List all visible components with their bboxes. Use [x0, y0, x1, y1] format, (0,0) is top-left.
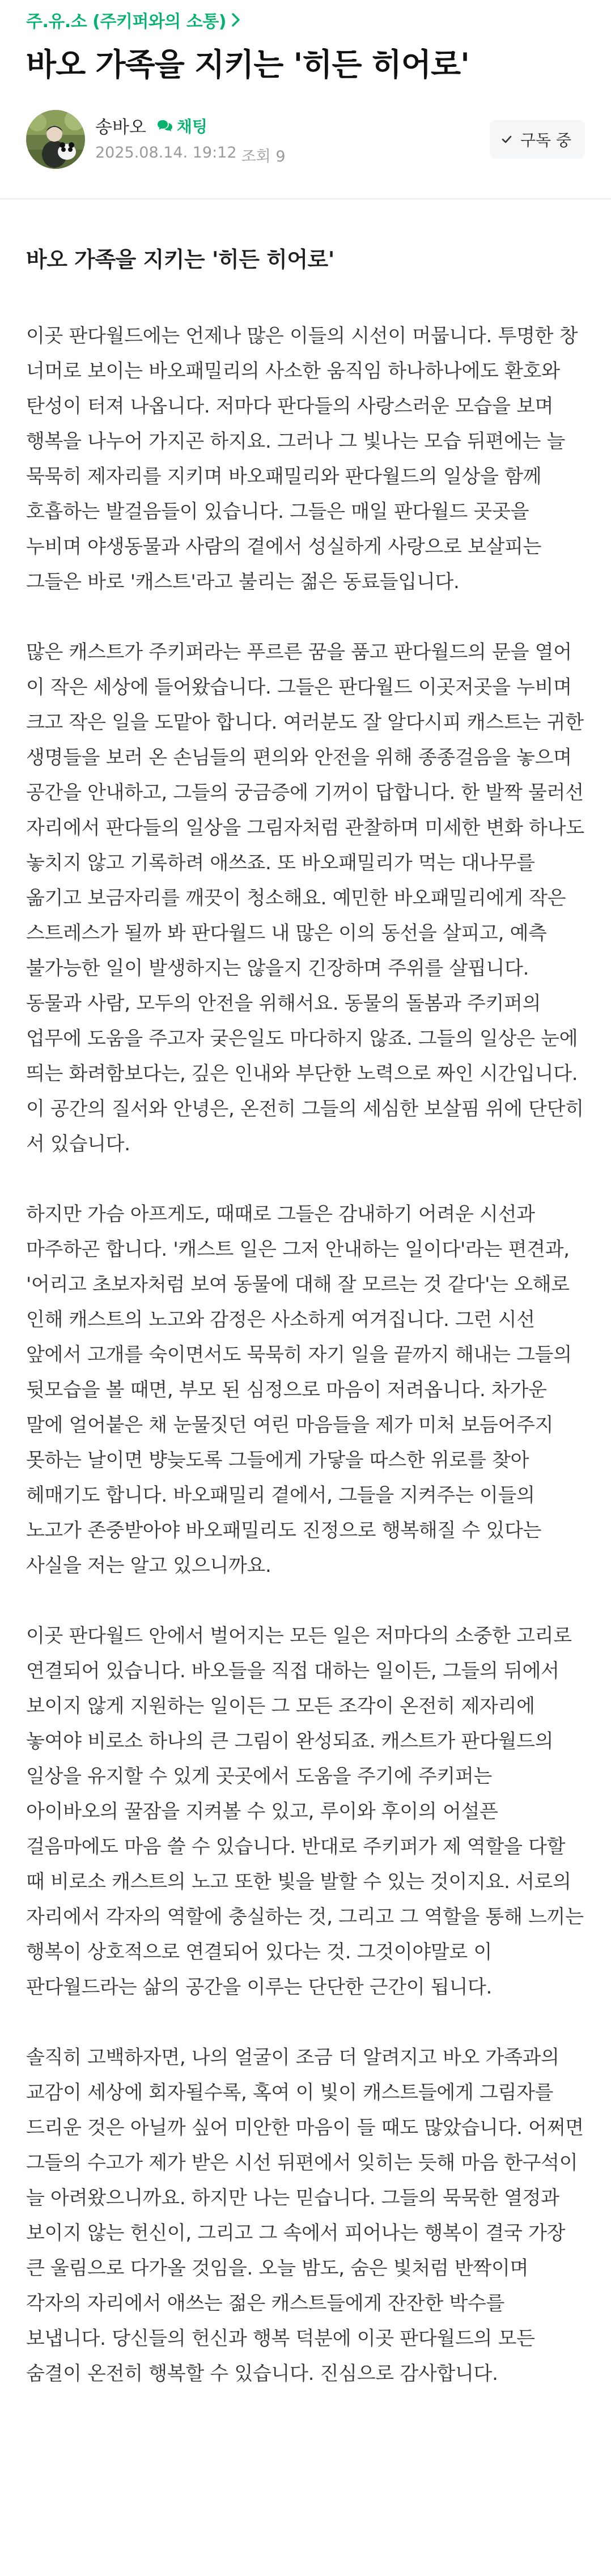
body-heading: 바오 가족을 지키는 '히든 히어로' [26, 247, 334, 272]
header-divider [0, 198, 611, 199]
subscribe-label: 구독 중 [520, 131, 571, 150]
chat-bubble-icon [156, 118, 173, 133]
chat-button[interactable] [156, 114, 207, 137]
author-row [95, 113, 286, 138]
paragraph: 많은 캐스트가 주키퍼라는 푸르른 꿈을 품고 판다월드의 문을 열어 이 작은 세상에 들어왔습니다. 그들은 판다월드 이곳저곳을 누비며 크고 작은 일을 도맡아 합니다. 여러분도 잘 알다시피 캐스트는 귀한 생명들을 보러 온 손님들의 편의와 안전을 위해 종종걸음을 놓으며 공간을 안내하고, 그들의 궁금증에 기꺼이 답합니다. 한 발짝 물러선 자리에서 판다들의 일상을 그림자처럼 관찰하며 미세한 변화 하나도 놓치지 않고 기록하려 애쓰죠. 또 바오패밀리가 먹는 대나무를 옮기고 보금자리를 깨끗이 청소해요. 예민한 바오패밀리에게 작은 스트레스가 될까 봐 판다월드 내 많은 이의 동선을 살피고, 예측 불가능한 일이 발생하지는 않을지 긴장하며 주위를 살핍니다. 동물과 사람, 모두의 안전을 위해서요. 동물의 돌봄과 주키퍼의 업무에 도움을 주고자 궂은일도 마다하지 않죠. 그들의 일상은 눈에 띄는 화려함보다는, 깊은 인내와 부단한 노력으로 짜인 시간입니다. 이 공간의 질서와 안녕은, 온전히 그들의 세심한 보살핌 위에 단단히 서 있습니다. [26, 641, 584, 1155]
chevron-right-icon [231, 12, 241, 27]
chat-label: 채팅 [176, 117, 207, 136]
paragraph: 이곳 판다월드에는 언제나 많은 이들의 시선이 머뭅니다. 투명한 창 너머로 보이는 바오패밀리의 사소한 움직임 하나하나에도 환호와 탄성이 터져 나옵니다. 저마다 판다들의 사랑스러운 모습을 보며 행복을 나누어 가지곤 하지요. 그러나 그 빛나는 모습 뒤편에는 늘 묵묵히 제자리를 지키며 바오패밀리와 판다월드의 일상을 함께 호흡하는 발걸음들이 있습니다. 그들은 매일 판다월드 곳곳을 누비며 야생동물과 사람의 곁에서 성실하게 사랑으로 보살피는 그들은 바로 '캐스트'라고 불리는 젊은 동료들입니다. [26, 325, 578, 593]
article-title: 바오 가족을 지키는 '히든 히어로' [26, 46, 469, 83]
article-body [26, 243, 588, 2391]
post-date: 2025.08.14. 19:12 [95, 144, 237, 161]
article-meta [95, 144, 286, 166]
check-icon [501, 135, 512, 144]
author-info [95, 113, 286, 166]
paragraph: 이곳 판다월드 안에서 벌어지는 모든 일은 저마다의 소중한 고리로 연결되어 있습니다. 바오들을 직접 대하는 일이든, 그들의 뒤에서 보이지 않게 지원하는 일이든 그 모든 조각이 온전히 제자리에 놓여야 비로소 하나의 큰 그림이 완성되죠. 캐스트가 판다월드의 일상을 유지할 수 있게 곳곳에서 도움을 주기에 주키퍼는 아이바오의 꿀잠을 지켜볼 수 있고, 루이와 후이의 어설픈 걸음마에도 마음 쓸 수 있습니다. 반대로 주키퍼가 제 역할을 다할 때 비로소 캐스트의 노고 또한 빛을 발할 수 있는 것이지요. 서로의 자리에서 각자의 역할에 충실하는 것, 그리고 그 역할을 통해 느끼는 행복이 상호적으로 연결되어 있다는 것. 그것이야말로 이 판다월드라는 삶의 공간을 이루는 단단한 근간이 됩니다. [26, 1625, 584, 1999]
cafe-link[interactable] [26, 0, 585, 32]
subscribe-button[interactable] [490, 120, 585, 159]
view-count: 조회 9 [241, 148, 286, 165]
author-nickname[interactable]: 송바오 [95, 117, 146, 138]
paragraph: 하지만 가슴 아프게도, 때때로 그들은 감내하기 어려운 시선과 마주하곤 합니다. '캐스트 일은 그저 안내하는 일이다'라는 편견과, '어리고 초보자처럼 보여 동물에 대해 잘 모르는 것 같다'는 오해로 인해 캐스트의 노고와 감정은 사소하게 여겨집니다. 그런 시선 앞에서 고개를 숙이면서도 묵묵히 자기 일을 끝까지 해내는 그들의 뒷모습을 볼 때면, 부모 된 심정으로 마음이 저려옵니다. 차가운 말에 얼어붙은 채 눈물짓던 여린 마음들을 제가 미처 보듬어주지 못하는 날이면 뱡늦도록 그들에게 가닿을 따스한 위로를 찾아 헤매기도 합니다. 바오패밀리 곁에서, 그들을 지켜주는 이들의 노고가 존중받아야 바오패밀리도 진정으로 행복해질 수 있다는 사실을 저는 알고 있으니까요. [26, 1203, 572, 1577]
avatar[interactable] [26, 110, 85, 169]
cafe-name[interactable]: 주.유.소 (주키퍼와의 소통) [26, 12, 226, 32]
author-block [26, 110, 585, 169]
paragraph: 솔직히 고백하자면, 나의 얼굴이 조금 더 알려지고 바오 가족과의 교감이 세상에 회자될수록, 혹여 이 빛이 캐스트들에게 그림자를 드리운 것은 아닐까 싶어 미안한 마음이 들 때도 많았습니다. 어쩌면 그들의 수고가 제가 받은 시선 뒤편에서 잊히는 듯해 마음 한구석이 늘 아려왔으니까요. 하지만 나는 믿습니다. 그들의 묵묵한 열정과 보이지 않는 헌신이, 그리고 그 속에서 피어나는 행복이 결국 가장 큰 울림으로 다가올 것임을. 오늘 밤도, 숨은 빛처럼 반짝이며 각자의 자리에서 애쓰는 젊은 캐스트들에게 잔잔한 박수를 보냅니다. 당신들의 헌신과 행복 덕분에 이곳 판다월드의 모든 숨결이 온전히 행복할 수 있습니다. 진심으로 감사합니다. [26, 2046, 584, 2385]
